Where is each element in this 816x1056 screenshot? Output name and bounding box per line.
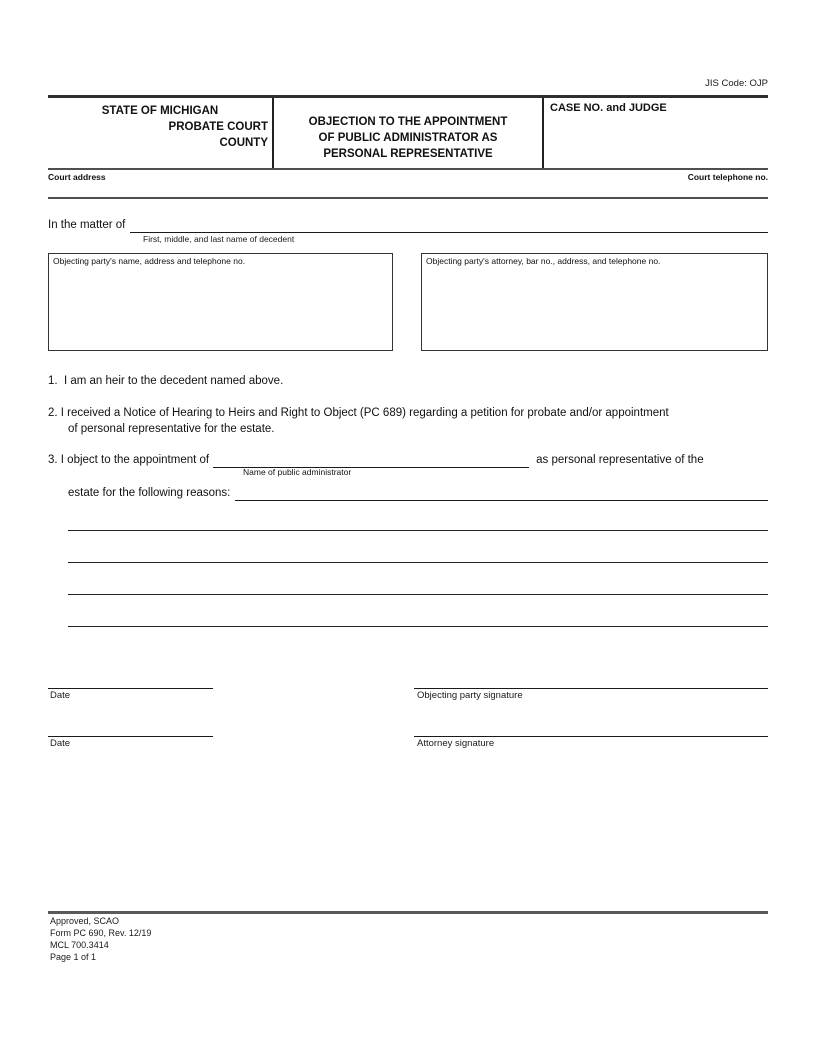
reasons-blank-line-4[interactable] <box>68 626 768 627</box>
footer-approved: Approved, SCAO <box>50 916 120 926</box>
public-administrator-name-hint: Name of public administrator <box>243 467 352 477</box>
objecting-party-signature-label: Objecting party signature <box>417 690 523 701</box>
item-2-line-1: 2. I received a Notice of Hearing to Heirs and Right to Object (PC 689) regarding a petition for probate and/or appointment <box>48 407 669 419</box>
footer-form-number: Form PC 690, Rev. 12/19 <box>50 928 152 938</box>
county-line: COUNTY <box>219 137 268 149</box>
decedent-name-field[interactable] <box>130 218 768 233</box>
attorney-signature-label: Attorney signature <box>417 738 495 749</box>
date-field-1[interactable] <box>48 688 213 689</box>
decedent-name-hint: First, middle, and last name of decedent <box>143 234 295 244</box>
objecting-party-signature-field[interactable] <box>414 688 768 689</box>
footer-rule <box>48 911 768 914</box>
header-table <box>48 95 768 170</box>
item-1: 1. I am an heir to the decedent named above. <box>48 375 284 387</box>
footer-page: Page 1 of 1 <box>50 952 97 962</box>
court-contact-row[interactable] <box>48 170 768 199</box>
date-label-1: Date <box>50 690 71 701</box>
in-the-matter-row <box>48 218 768 233</box>
form-title <box>272 98 544 168</box>
attorney-box-label: Objecting party's attorney, bar no., address, and telephone no. <box>426 256 661 266</box>
date-field-2[interactable] <box>48 736 213 737</box>
attorney-box[interactable] <box>421 253 768 351</box>
case-no-label: CASE NO. and JUDGE <box>550 102 667 114</box>
reasons-label: estate for the following reasons: <box>68 487 231 499</box>
form-title-line-2: OF PUBLIC ADMINISTRATOR AS <box>318 132 498 144</box>
form-footer <box>50 915 151 963</box>
footer-mcl: MCL 700.3414 <box>50 940 109 950</box>
case-no-cell[interactable] <box>544 98 768 168</box>
item-3-prefix: 3. I object to the appointment of <box>48 454 210 466</box>
party-info-boxes <box>48 253 768 351</box>
objecting-party-box-label: Objecting party's name, address and telephone no. <box>53 256 246 266</box>
date-label-2: Date <box>50 738 71 749</box>
reasons-blank-line-2[interactable] <box>68 562 768 563</box>
reasons-field[interactable] <box>235 486 768 501</box>
public-administrator-name-field[interactable] <box>213 453 529 468</box>
header-court-cell <box>48 98 272 168</box>
item-3-suffix: as personal representative of the <box>536 454 704 466</box>
court-phone-label: Court telephone no. <box>687 172 768 182</box>
form-header <box>48 95 768 199</box>
court-address-label: Court address <box>48 172 106 182</box>
attorney-signature-field[interactable] <box>414 736 768 737</box>
reasons-blank-line-1[interactable] <box>68 530 768 531</box>
item-2 <box>48 406 768 437</box>
form-title-line-3: PERSONAL REPRESENTATIVE <box>323 148 493 160</box>
item-2-line-2: of personal representative for the estate. <box>68 423 275 435</box>
form-title-line-1: OBJECTION TO THE APPOINTMENT <box>308 116 508 128</box>
objecting-party-box[interactable] <box>48 253 393 351</box>
reasons-row <box>68 486 768 501</box>
item-3 <box>48 453 768 468</box>
in-the-matter-label: In the matter of <box>48 219 126 231</box>
jis-code: JIS Code: OJP <box>705 78 768 89</box>
probate-court-line: PROBATE COURT <box>168 121 268 133</box>
state-line: STATE OF MICHIGAN <box>101 105 219 117</box>
reasons-blank-line-3[interactable] <box>68 594 768 595</box>
